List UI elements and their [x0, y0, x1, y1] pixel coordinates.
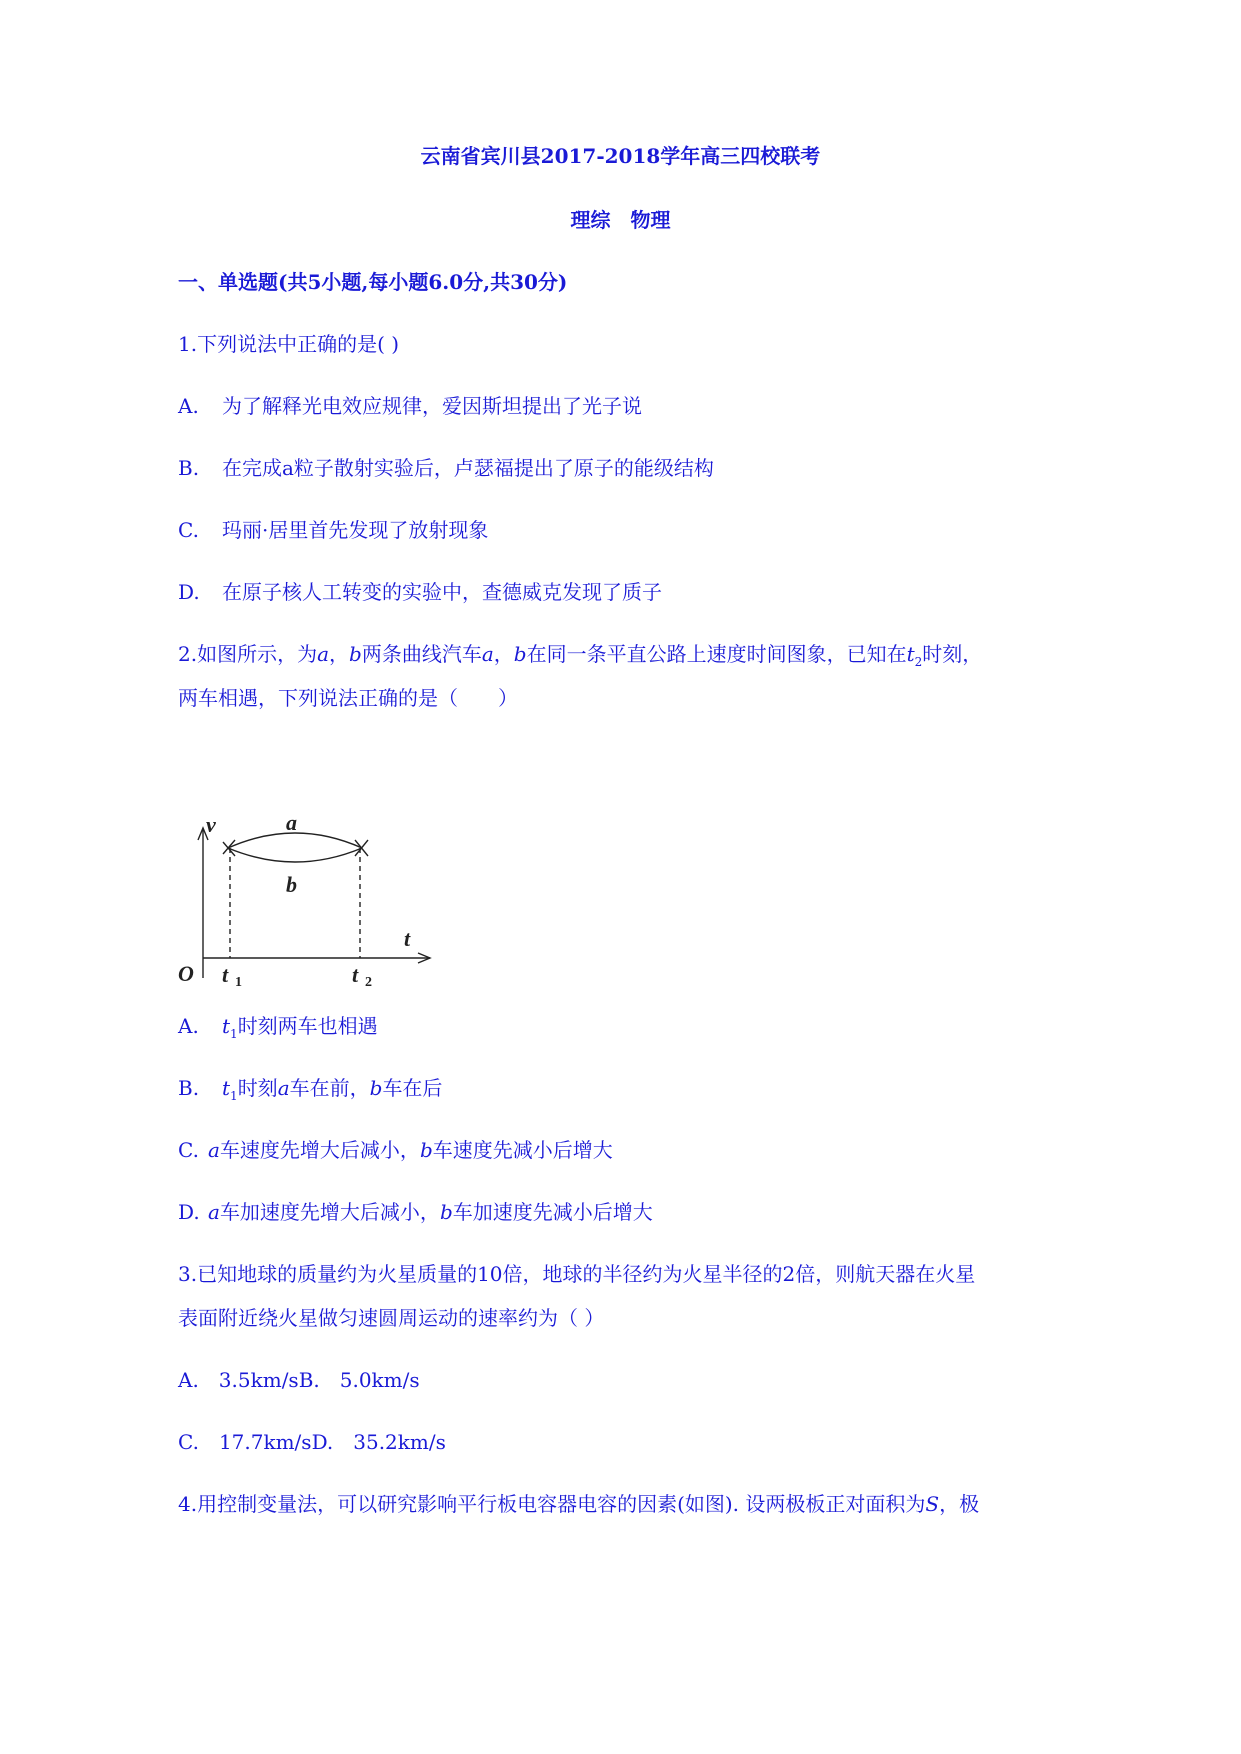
question-2-stem-line2: 两车相遇，下列说法正确的是（ ） [178, 686, 518, 710]
origin-label: O [178, 961, 194, 986]
subscript: 1 [230, 1089, 238, 1103]
question-3-options-line1: A. 3.5km/sB. 5.0km/s [178, 1368, 420, 1392]
variable-s: S [925, 1492, 940, 1516]
variable-t: t [222, 1076, 231, 1100]
question-1-option-d [178, 578, 662, 606]
question-1-stem: 1.下列说法中正确的是( ) [178, 332, 400, 356]
stem-text: ， [329, 642, 350, 666]
curve-b [228, 848, 362, 862]
option-letter: D. [178, 580, 200, 604]
v-axis-label: v [206, 818, 216, 837]
t2-label: t [352, 962, 359, 987]
variable-b: b [513, 642, 527, 666]
variable-a: a [208, 1200, 220, 1224]
question-3-options-line2: C. 17.7km/sD. 35.2km/s [178, 1430, 446, 1454]
variable-a: a [481, 642, 494, 666]
question-1-option-b [178, 454, 714, 482]
variable-a: a [277, 1076, 290, 1100]
question-3-stem-line2: 表面附近绕火星做匀速圆周运动的速率约为（ ） [178, 1306, 605, 1330]
option-text: 车加速度先减小后增大 [452, 1200, 653, 1224]
section-heading: 一、单选题(共5小题,每小题6.0分,共30分) [178, 270, 568, 294]
variable-b: b [419, 1138, 433, 1162]
question-2-stem-line1 [178, 640, 982, 676]
stem-text: 两条曲线汽车 [361, 642, 482, 666]
subscript: 2 [914, 655, 923, 669]
option-letter: B. [178, 456, 200, 480]
document-subtitle: 理综 物理 [570, 208, 671, 232]
option-letter: A. [178, 1014, 199, 1038]
option-letter: D. [178, 1200, 200, 1224]
document-title: 云南省宾川县2017-2018学年高三四校联考 [420, 144, 821, 168]
question-4-stem [178, 1490, 979, 1518]
subscript: 1 [230, 1027, 238, 1041]
stem-text: ， [493, 642, 514, 666]
option-text: 时刻两车也相遇 [237, 1014, 378, 1038]
option-letter: C. [178, 1138, 199, 1162]
variable-a: a [208, 1138, 220, 1162]
t-axis-label: t [404, 926, 411, 951]
question-1-option-a [178, 392, 642, 420]
curve-a [228, 833, 362, 848]
option-letter: C. [178, 518, 199, 542]
option-text: 车在后 [382, 1076, 443, 1100]
velocity-time-graph [178, 818, 438, 993]
curve-a-tail [223, 842, 235, 856]
variable-a: a [317, 642, 330, 666]
t2-subscript: 2 [365, 975, 372, 990]
variable-t: t [222, 1014, 231, 1038]
option-text: 车在前， [289, 1076, 370, 1100]
stem-text: 在同一条平直公路上速度时间图象，已知在 [526, 642, 907, 666]
option-text: 时刻 [237, 1076, 278, 1100]
question-2-option-c [178, 1136, 613, 1164]
option-text: 玛丽·居里首先发现了放射现象 [222, 518, 489, 542]
question-2-option-d [178, 1198, 653, 1226]
curve-b-tail [223, 840, 235, 854]
question-2-option-b [178, 1074, 442, 1110]
variable-t: t [906, 642, 915, 666]
stem-text: 时刻， [922, 642, 983, 666]
option-text: 车加速度先增大后减小， [219, 1200, 440, 1224]
option-text: 为了解释光电效应规律，爱因斯坦提出了光子说 [222, 394, 642, 418]
option-text: 在完成a粒子散射实验后，卢瑟福提出了原子的能级结构 [222, 456, 714, 480]
option-letter: A. [178, 394, 199, 418]
t1-label: t [222, 962, 229, 987]
question-2-option-a [178, 1012, 378, 1048]
option-text: 在原子核人工转变的实验中，查德威克发现了质子 [222, 580, 662, 604]
variable-b: b [349, 642, 362, 666]
variable-b: b [369, 1076, 383, 1100]
stem-text: 4.用控制变量法，可以研究影响平行板电容器电容的因素(如图). 设两极板正对面积为 [178, 1492, 926, 1516]
stem-text: ，极 [939, 1492, 980, 1516]
option-text: 车速度先减小后增大 [432, 1138, 613, 1162]
question-3-stem-line1: 3.已知地球的质量约为火星质量的10倍，地球的半径约为火星半径的2倍，则航天器在火星 [178, 1262, 976, 1286]
variable-b: b [439, 1200, 453, 1224]
option-letter: B. [178, 1076, 200, 1100]
question-1-option-c [178, 516, 488, 544]
stem-text: 2.如图所示，为 [178, 642, 318, 666]
curve-b-label: b [286, 872, 297, 897]
option-text: 车速度先增大后减小， [219, 1138, 420, 1162]
curve-a-label: a [286, 818, 297, 835]
t1-subscript: 1 [235, 975, 242, 990]
